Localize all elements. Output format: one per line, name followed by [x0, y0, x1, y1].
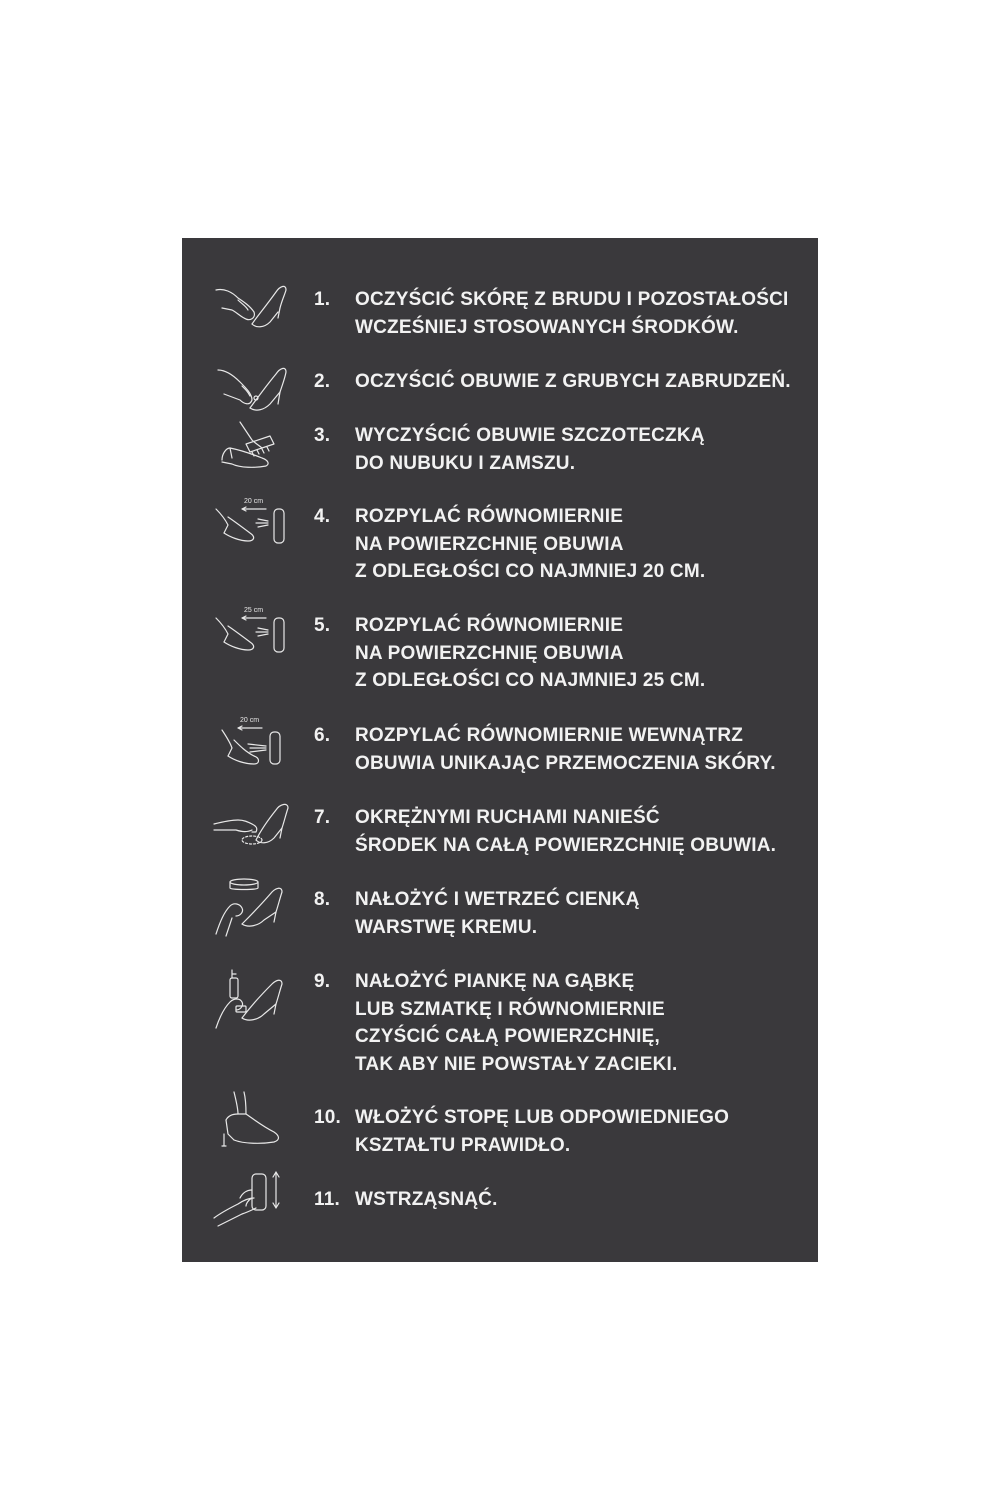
step-text: WŁOŻYĆ STOPĘ LUB ODPOWIEDNIEGO KSZTAŁTU PRAWIDŁO. [355, 1107, 730, 1156]
step-text: WSTRZĄSNĄĆ. [355, 1189, 498, 1210]
step-text: NAŁOŻYĆ I WETRZEĆ CIENKĄ WARSTWĘ KREMU. [355, 889, 640, 938]
brush-shoe-icon [212, 414, 292, 476]
step-number: 4. [314, 506, 331, 527]
step-number: 2. [314, 371, 331, 392]
step-number: 5. [314, 615, 331, 636]
step-text: WYCZYŚCIĆ OBUWIE SZCZOTECZKĄ DO NUBUKU I ZAMSZU. [355, 425, 705, 474]
hand-clean-shoe-icon [212, 360, 292, 422]
svg-text:20 cm: 20 cm [244, 498, 264, 505]
step-number: 10. [314, 1107, 342, 1128]
step-text: OCZYŚCIĆ OBUWIE Z GRUBYCH ZABRUDZEŃ. [355, 371, 791, 392]
step-number: 9. [314, 971, 331, 992]
step-number: 3. [314, 425, 331, 446]
cream-tin-shoe-icon [212, 878, 292, 940]
shake-bottle-icon [212, 1168, 292, 1230]
spray-shoe-icon [212, 495, 292, 557]
step-number: 8. [314, 889, 331, 910]
step-text: ROZPYLAĆ RÓWNOMIERNIE NA POWIERZCHNIĘ OBUWIA Z ODLEGŁOŚCI CO NAJMNIEJ 20 CM. [355, 506, 706, 582]
foam-sponge-shoe-icon [212, 968, 292, 1030]
spray-shoe-icon [212, 604, 292, 666]
step-number: 7. [314, 807, 331, 828]
foot-in-shoe-icon [212, 1090, 292, 1152]
circular-apply-icon [212, 796, 292, 858]
step-text: OKRĘŻNYMI RUCHAMI NANIEŚĆ ŚRODEK NA CAŁĄ POWIERZCHNIĘ OBUWIA. [355, 807, 777, 856]
step-text: ROZPYLAĆ RÓWNOMIERNIE WEWNĄTRZ OBUWIA UNIKAJĄC PRZEMOCZENIA SKÓRY. [355, 725, 776, 774]
step-number: 11. [314, 1189, 340, 1210]
step-number: 6. [314, 725, 331, 746]
instructions-panel [182, 238, 818, 1262]
svg-text:20 cm: 20 cm [240, 717, 260, 724]
step-text: NAŁOŻYĆ PIANKĘ NA GĄBKĘ LUB SZMATKĘ I RÓWNOMIERNIE CZYŚCIĆ CAŁĄ POWIERZCHNIĘ, TAK ABY NIE POWSTAŁY ZACIEKI. [355, 971, 678, 1075]
step-number: 1. [314, 289, 331, 310]
svg-text:25 cm: 25 cm [244, 607, 264, 614]
step-text: ROZPYLAĆ RÓWNOMIERNIE NA POWIERZCHNIĘ OBUWIA Z ODLEGŁOŚCI CO NAJMNIEJ 25 CM. [355, 615, 706, 691]
step-text: OCZYŚCIĆ SKÓRĘ Z BRUDU I POZOSTAŁOŚCI WCZEŚNIEJ STOSOWANYCH ŚRODKÓW. [355, 289, 789, 338]
hand-wipe-shoe-icon [212, 278, 292, 340]
spray-inside-shoe-icon [212, 714, 292, 776]
